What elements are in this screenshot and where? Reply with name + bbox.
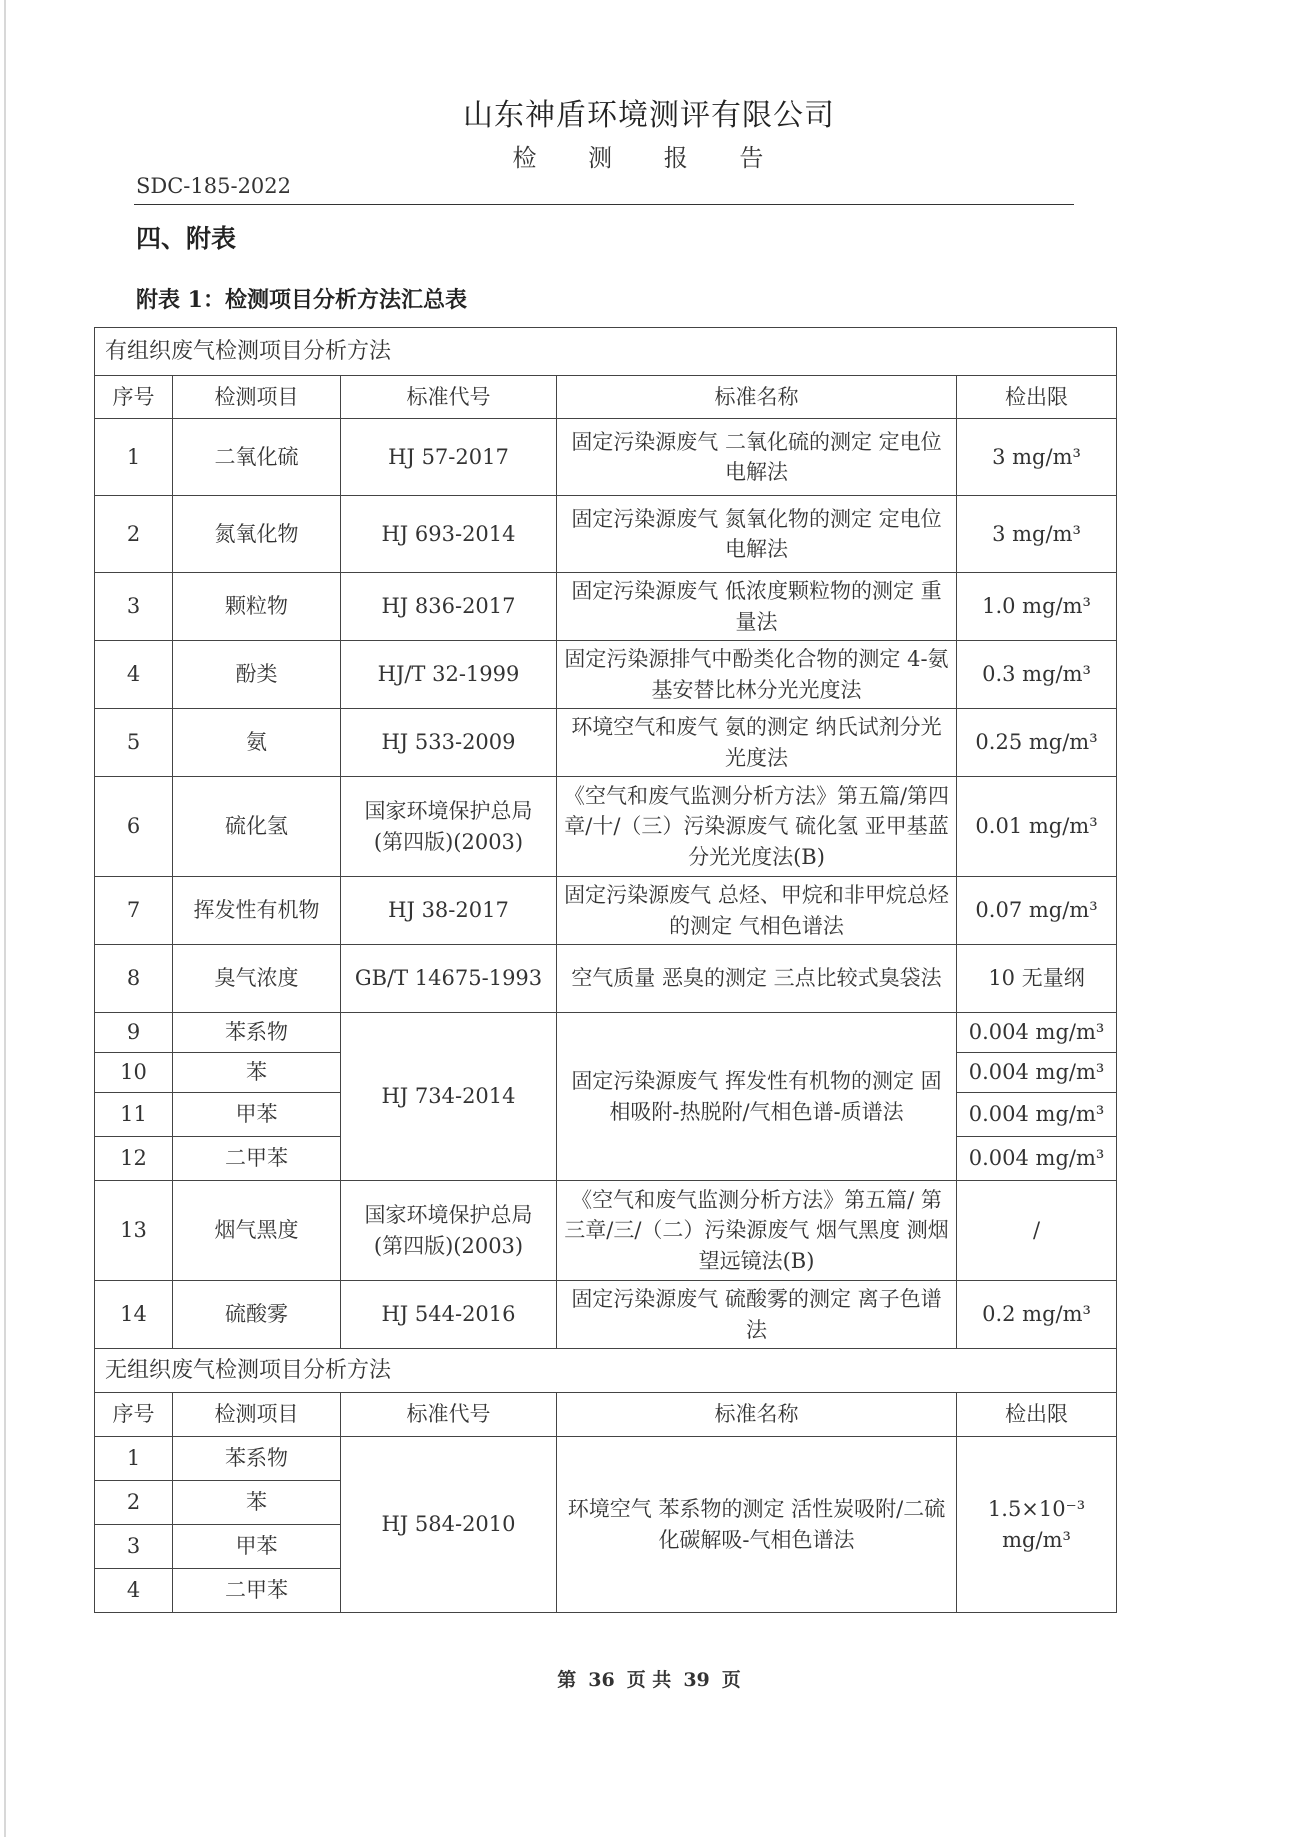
- row-limit: 0.01 mg/m³: [957, 777, 1117, 877]
- row-no: 6: [95, 777, 173, 877]
- row-item: 甲苯: [173, 1093, 341, 1137]
- row-code: HJ 693-2014: [341, 496, 557, 573]
- row-no: 2: [95, 1481, 173, 1525]
- table-row: [95, 496, 1117, 573]
- row-item: 颗粒物: [173, 573, 341, 641]
- company-name: 山东神盾环境测评有限公司: [463, 98, 835, 133]
- row-name: 固定污染源废气 二氧化硫的测定 定电位电解法: [557, 419, 957, 496]
- row-name: 固定污染源排气中酚类化合物的测定 4-氨基安替比林分光光度法: [557, 641, 957, 709]
- row-code: 国家环境保护总局 (第四版)(2003): [341, 777, 557, 877]
- row-item: 氨: [173, 709, 341, 777]
- header-item: 检测项目: [173, 1393, 341, 1437]
- group-header-row: [95, 328, 1117, 376]
- row-no: 4: [95, 641, 173, 709]
- row-item: 苯: [173, 1481, 341, 1525]
- row-limit: 0.004 mg/m³: [957, 1013, 1117, 1053]
- row-no: 1: [95, 1437, 173, 1481]
- row-item: 氮氧化物: [173, 496, 341, 573]
- row-no: 4: [95, 1569, 173, 1613]
- header-code: 标准代号: [341, 1393, 557, 1437]
- header-no: 序号: [95, 1393, 173, 1437]
- row-item: 硫酸雾: [173, 1281, 341, 1349]
- section-title: 四、附表: [136, 224, 237, 253]
- column-header-row: [95, 1393, 1117, 1437]
- row-limit: /: [957, 1181, 1117, 1281]
- table-row: [95, 709, 1117, 777]
- row-code: HJ 734-2014: [341, 1013, 557, 1181]
- row-name: 固定污染源废气 低浓度颗粒物的测定 重量法: [557, 573, 957, 641]
- header-name: 标准名称: [557, 1393, 957, 1437]
- row-item: 苯系物: [173, 1013, 341, 1053]
- row-no: 8: [95, 945, 173, 1013]
- row-code: HJ 544-2016: [341, 1281, 557, 1349]
- row-limit: 0.004 mg/m³: [957, 1053, 1117, 1093]
- row-no: 5: [95, 709, 173, 777]
- header-item: 检测项目: [173, 376, 341, 419]
- group-header-row: [95, 1349, 1117, 1393]
- row-limit: 0.004 mg/m³: [957, 1093, 1117, 1137]
- total-pages: 39: [683, 1669, 710, 1691]
- report-number: SDC-185-2022: [136, 174, 292, 198]
- row-no: 7: [95, 877, 173, 945]
- row-item: 二甲苯: [173, 1137, 341, 1181]
- row-limit: 0.2 mg/m³: [957, 1281, 1117, 1349]
- row-limit: 3 mg/m³: [957, 496, 1117, 573]
- row-no: 9: [95, 1013, 173, 1053]
- methods-table: [94, 327, 1117, 1613]
- row-name: 空气质量 恶臭的测定 三点比较式臭袋法: [557, 945, 957, 1013]
- row-limit: 10 无量纲: [957, 945, 1117, 1013]
- row-limit: 0.07 mg/m³: [957, 877, 1117, 945]
- header-limit: 检出限: [957, 1393, 1117, 1437]
- table-row: [95, 945, 1117, 1013]
- row-item: 甲苯: [173, 1525, 341, 1569]
- row-code: HJ/T 32-1999: [341, 641, 557, 709]
- table-row: [95, 1013, 1117, 1053]
- header-no: 序号: [95, 376, 173, 419]
- scan-edge: [4, 0, 6, 1837]
- page-footer: [0, 1665, 1298, 1692]
- row-name: 固定污染源废气 硫酸雾的测定 离子色谱法: [557, 1281, 957, 1349]
- header-limit: 检出限: [957, 376, 1117, 419]
- row-item: 臭气浓度: [173, 945, 341, 1013]
- table-row: [95, 1281, 1117, 1349]
- table-row: [95, 573, 1117, 641]
- row-code: HJ 57-2017: [341, 419, 557, 496]
- row-item: 二氧化硫: [173, 419, 341, 496]
- row-no: 12: [95, 1137, 173, 1181]
- row-code: HJ 533-2009: [341, 709, 557, 777]
- row-item: 二甲苯: [173, 1569, 341, 1613]
- report-title: 检 测 报 告: [512, 144, 786, 172]
- row-no: 2: [95, 496, 173, 573]
- row-no: 14: [95, 1281, 173, 1349]
- row-item: 苯: [173, 1053, 341, 1093]
- table-row: [95, 777, 1117, 877]
- row-no: 1: [95, 419, 173, 496]
- row-no: 13: [95, 1181, 173, 1281]
- row-name: 固定污染源废气 总烃、甲烷和非甲烷总烃的测定 气相色谱法: [557, 877, 957, 945]
- row-name: 《空气和废气监测分析方法》第五篇/第四章/十/（三）污染源废气 硫化氢 亚甲基蓝分光光度法(B): [557, 777, 957, 877]
- row-limit: 0.3 mg/m³: [957, 641, 1117, 709]
- row-code: 国家环境保护总局 (第四版)(2003): [341, 1181, 557, 1281]
- row-no: 3: [95, 1525, 173, 1569]
- row-no: 10: [95, 1053, 173, 1093]
- page-number: 36: [588, 1669, 615, 1691]
- row-name: 固定污染源废气 挥发性有机物的测定 固相吸附-热脱附/气相色谱-质谱法: [557, 1013, 957, 1181]
- row-limit: 0.004 mg/m³: [957, 1137, 1117, 1181]
- row-code: GB/T 14675-1993: [341, 945, 557, 1013]
- table-row: [95, 1437, 1117, 1481]
- group-title: 有组织废气检测项目分析方法: [95, 328, 1117, 376]
- row-name: 固定污染源废气 氮氧化物的测定 定电位电解法: [557, 496, 957, 573]
- row-limit: 1.0 mg/m³: [957, 573, 1117, 641]
- row-code: HJ 584-2010: [341, 1437, 557, 1613]
- row-item: 硫化氢: [173, 777, 341, 877]
- row-item: 烟气黑度: [173, 1181, 341, 1281]
- row-item: 酚类: [173, 641, 341, 709]
- row-code: HJ 38-2017: [341, 877, 557, 945]
- table-caption: 附表 1：检测项目分析方法汇总表: [136, 287, 467, 313]
- footer-prefix: 第: [557, 1669, 577, 1691]
- row-no: 11: [95, 1093, 173, 1137]
- header-divider: [134, 204, 1074, 205]
- footer-suffix: 页: [721, 1669, 741, 1691]
- table-row: [95, 641, 1117, 709]
- group-title: 无组织废气检测项目分析方法: [95, 1349, 1117, 1393]
- footer-mid: 页 共: [626, 1669, 672, 1691]
- header-code: 标准代号: [341, 376, 557, 419]
- row-name: 环境空气 苯系物的测定 活性炭吸附/二硫化碳解吸-气相色谱法: [557, 1437, 957, 1613]
- row-limit: 0.25 mg/m³: [957, 709, 1117, 777]
- row-item: 挥发性有机物: [173, 877, 341, 945]
- table-row: [95, 877, 1117, 945]
- row-limit: 1.5×10⁻³ mg/m³: [957, 1437, 1117, 1613]
- column-header-row: [95, 376, 1117, 419]
- row-item: 苯系物: [173, 1437, 341, 1481]
- header-name: 标准名称: [557, 376, 957, 419]
- row-no: 3: [95, 573, 173, 641]
- row-name: 环境空气和废气 氨的测定 纳氏试剂分光光度法: [557, 709, 957, 777]
- table-row: [95, 419, 1117, 496]
- row-code: HJ 836-2017: [341, 573, 557, 641]
- table-row: [95, 1181, 1117, 1281]
- row-name: 《空气和废气监测分析方法》第五篇/ 第三章/三/（二）污染源废气 烟气黑度 测烟望远镜法(B): [557, 1181, 957, 1281]
- row-limit: 3 mg/m³: [957, 419, 1117, 496]
